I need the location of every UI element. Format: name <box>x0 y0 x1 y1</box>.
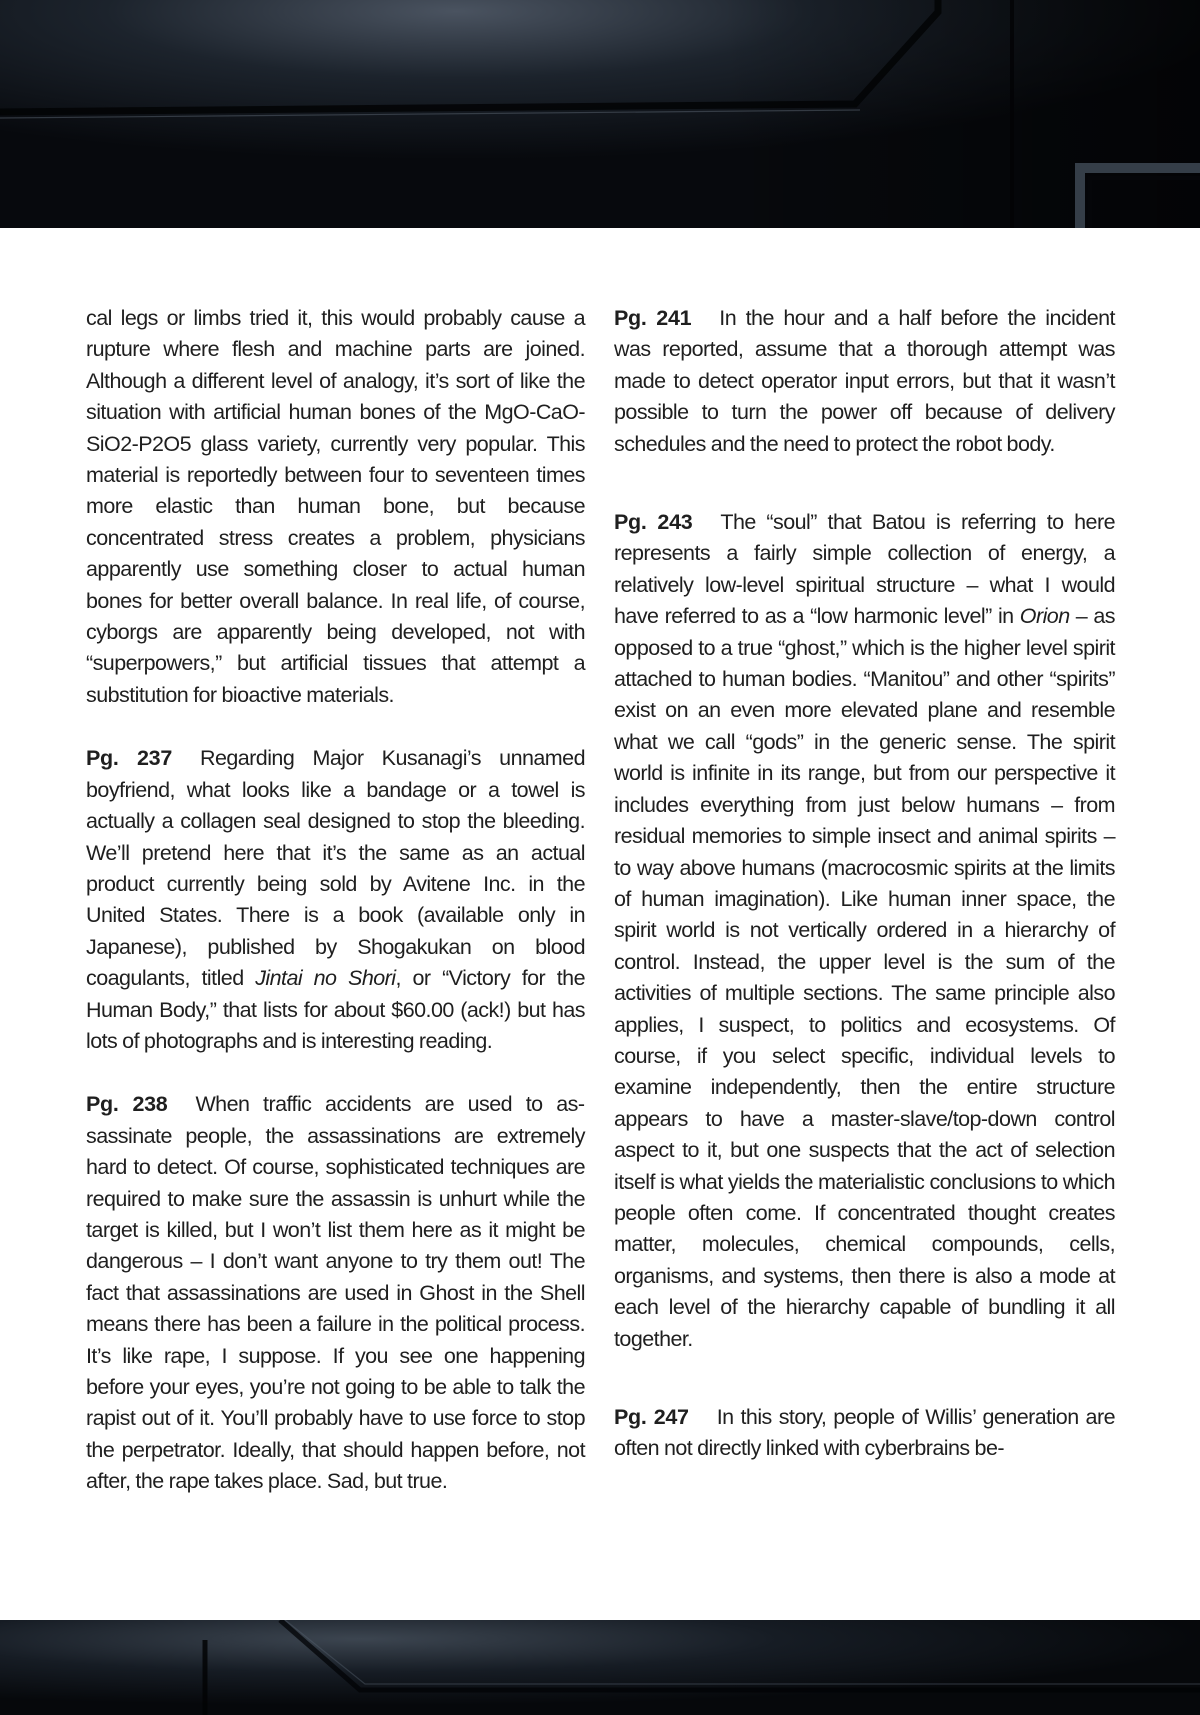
top-decorative-band <box>0 0 1200 228</box>
note-pg-247 <box>614 1402 1115 1465</box>
note-pg-243 <box>614 507 1115 1355</box>
note-pg-247-label: Pg. 247 <box>614 1405 689 1429</box>
note-pg-238-text: When traffic accidents are used to assassinate people, the assassinations are extremely hard to detect. Of course, sophisticated techniques are required to make sure the assassin is unhurt while the target is killed, but I won’t list them here as it might be dangerous – I don’t want anyone to try them out! The fact that assassinations are used in Ghost in the Shell means there has been a failure in the political process. It’s like rape, I suppose. If you see one happening before your eyes, you’re not going to be able to talk the rapist out of it. You’ll probably have to use force to stop the perpetrator. Ideally, that should happen before, not after, the rape takes place. Sad, but true. <box>86 1092 585 1494</box>
note-pg-237-body <box>86 743 585 1057</box>
note-pg-241-body <box>614 303 1115 460</box>
note-pg-241 <box>614 303 1115 460</box>
top-band-artwork <box>0 0 1200 228</box>
note-pg-237 <box>86 743 585 1057</box>
note-pg-237-text-b: , or “Victory for the Human Body,” that lists for about $60.00 (ack!) but has lots of photographs and is interesting reading. <box>86 966 585 1053</box>
note-pg-243-book-title: Orion <box>1019 604 1070 629</box>
bottom-band-artwork <box>0 1620 1200 1715</box>
note-pg-243-label: Pg. 243 <box>614 510 693 535</box>
note-pg-243-text-a: The “soul” that Batou is referring to here represents a fairly simple collection of energy, a relatively low-level spiritual structure – what I would have referred to as a “low harmonic level” in <box>614 510 1115 629</box>
note-pg-247-body <box>614 1402 1115 1465</box>
continued-paragraph-text: cal legs or limbs tried it, this would probably cause a rupture where flesh and machine parts are joined. Although a different level of analogy, it’s sort of like the situation with artificial human bones of the MgO-CaO-SiO2-P2O5 glass variety, currently very popular. This material is reportedly between four to seventeen times more elastic than human bone, but because concentrated stress creates a problem, physicians apparently use something closer to actual human bones for better overall balance. In real life, of course, cyborgs are apparently being developed, not with “superpowers,” but artificial tissues that attempt a substitution for bioactive materials. <box>86 306 585 707</box>
right-text-column <box>614 303 1115 1497</box>
note-pg-238 <box>86 1089 585 1497</box>
note-pg-241-label: Pg. 241 <box>614 306 692 330</box>
note-pg-241-text: In the hour and a half before the incident was reported, assume that a thorough attempt was made to detect operator input errors, but that it wasn’t possible to turn the power off because of delivery schedules and the need to protect the robot body. <box>614 306 1115 456</box>
note-pg-243-text-b: – as opposed to a true “ghost,” which is the higher level spirit attached to human bodies. “Manitou” and other “spirits” exist on an even more elevated plane and resemble what we call “gods” in the generic sense. The spirit world is infinite in its range, but from our perspective it includes everything from just below humans – from residual memories to simple insect and animal spirits – to way above humans (macrocosmic spirits at the limits of human imagination). Like human inner space, the spirit world is not vertically ordered in a hierarchy of control. Instead, the upper level is the sum of the activities of multiple sections. The same principle also applies, I suspect, to politics and ecosystems. Of course, if you select specific, individual levels to examine independently, then the entire structure appears to have a master-slave/top-down control aspect to it, but one suspects that the act of selection itself is what yields the materialistic conclusions to which people often come. If concentrated thought creates matter, molecules, chemical compounds, cells, organisms, and systems, then there is also a mode at each level of the hierarchy capable of bundling it all together. <box>614 604 1115 1351</box>
note-pg-238-label: Pg. 238 <box>86 1092 168 1117</box>
note-pg-237-text-a: Regarding Major Kusanagi’s unnamed boyfriend, what looks like a bandage or a towel is actually a collagen seal designed to stop the bleeding. We’ll pretend here that it’s the same as an actual product currently being sold by Avitene Inc. in the United States. There is a book (available only in Japanese), published by Shogakukan on blood coagulants, titled <box>86 746 585 991</box>
note-pg-243-body <box>614 507 1115 1355</box>
note-pg-237-label: Pg. 237 <box>86 746 172 771</box>
note-pg-247-text: In this story, people of Willis’ generation are often not directly linked with cyberbrains be- <box>614 1405 1115 1461</box>
left-text-column <box>86 303 585 1530</box>
continued-paragraph <box>86 303 585 711</box>
bottom-decorative-band <box>0 1620 1200 1715</box>
note-pg-237-book-title: Jintai no Shori <box>255 966 396 991</box>
note-pg-238-body <box>86 1089 585 1497</box>
